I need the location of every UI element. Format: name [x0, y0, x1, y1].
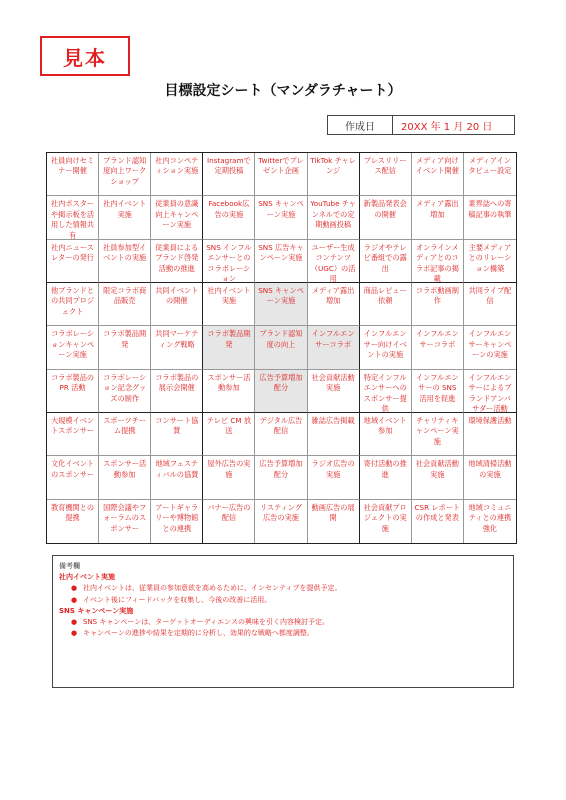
notes-item [59, 617, 507, 628]
mandala-cell[interactable]: スポンサー活動参加 [99, 456, 151, 499]
mandala-grid [46, 152, 517, 544]
bullet-icon: ● [71, 617, 78, 626]
mandala-cell[interactable]: バナー広告の配信 [203, 500, 255, 543]
mandala-cell[interactable]: デジタル広告配信 [255, 413, 307, 456]
notes-box[interactable] [52, 555, 514, 688]
mandala-cell[interactable]: プレスリリース配信 [360, 153, 412, 196]
mandala-cell[interactable]: Facebook広告の実施 [203, 196, 255, 239]
mandala-cell[interactable]: メディア露出増加 [308, 283, 360, 326]
mandala-cell[interactable]: 従業員によるブランド啓発活動の推進 [151, 240, 203, 283]
mandala-cell[interactable]: コラボ製品のPR 活動 [47, 370, 99, 413]
mandala-cell[interactable]: リスティング広告の実施 [255, 500, 307, 543]
mandala-cell[interactable]: ラジオやテレビ番組での露出 [360, 240, 412, 283]
mandala-cell[interactable]: 雑誌広告掲載 [308, 413, 360, 456]
mandala-cell[interactable]: 社内イベント実施 [99, 196, 151, 239]
mandala-cell[interactable]: 社員向けセミナー開催 [47, 153, 99, 196]
sample-stamp: 見本 [40, 36, 130, 76]
mandala-cell[interactable]: 動画広告の展開 [308, 500, 360, 543]
mandala-cell[interactable]: 地域清掃活動の実施 [464, 456, 516, 499]
mandala-cell[interactable]: SNS キャンペーン実施 [255, 283, 307, 326]
mandala-cell[interactable]: インフルエンサーキャンペーンの実施 [464, 326, 516, 369]
bullet-icon: ● [71, 629, 78, 638]
mandala-cell[interactable]: インフルエンサー向けイベントの実施 [360, 326, 412, 369]
bullet-icon: ● [71, 584, 78, 593]
mandala-cell[interactable]: チャリティキャンペーン実施 [412, 413, 464, 456]
mandala-cell[interactable]: 屋外広告の実施 [203, 456, 255, 499]
notes-item-text: 社内イベントは、従業員の参加意欲を高めるために、インセンティブを提供予定。 [83, 584, 342, 593]
notes-item-text: イベント後にフィードバックを収集し、今後の改善に活用。 [83, 595, 272, 604]
notes-item-text: キャンペーンの進捗や結果を定期的に分析し、効果的な戦略へ都度調整。 [83, 629, 314, 638]
notes-item-text: SNS キャンペーンは、ターゲットオーディエンスの興味を引く内容検討予定。 [83, 617, 329, 626]
mandala-cell[interactable]: 社会貢献活動実施 [412, 456, 464, 499]
mandala-cell[interactable]: TikTok チャレンジ [308, 153, 360, 196]
mandala-cell[interactable]: 社内ポスターや掲示板を活用した情報共有 [47, 196, 99, 239]
mandala-cell[interactable]: インフルエンサーの SNS 活用を促進 [412, 370, 464, 413]
mandala-cell[interactable]: コラボレーション記念グッズの制作 [99, 370, 151, 413]
page-title: 目標設定シート（マンダラチャート） [164, 83, 402, 99]
mandala-cell[interactable]: 社内ニュースレターの発行 [47, 240, 99, 283]
mandala-cell[interactable]: SNS 広告キャンペーン実施 [255, 240, 307, 283]
mandala-cell[interactable]: コラボ製品の展示会開催 [151, 370, 203, 413]
mandala-cell[interactable]: SNS インフルエンサーとのコラボレーション [203, 240, 255, 283]
mandala-cell[interactable]: Twitterでプレゼント企画 [255, 153, 307, 196]
date-box [327, 115, 515, 135]
mandala-cell[interactable]: コラボ製品開発 [203, 326, 255, 369]
mandala-cell[interactable]: ユーザー生成コンテンツ（UGC）の活用 [308, 240, 360, 283]
notes-section-title: SNS キャンペーン実施 [59, 606, 134, 615]
mandala-cell[interactable]: オンラインメディアとのコラボ記事の掲載 [412, 240, 464, 283]
mandala-cell[interactable]: CSR レポートの作成と発表 [412, 500, 464, 543]
mandala-cell[interactable]: コラボ製品開発 [99, 326, 151, 369]
mandala-cell[interactable]: メディア向けイベント開催 [412, 153, 464, 196]
mandala-cell[interactable]: ブランド認知度の向上 [255, 326, 307, 369]
mandala-cell[interactable]: インフルエンサーコラボ [308, 326, 360, 369]
mandala-cell[interactable]: コラボ動画制作 [412, 283, 464, 326]
bullet-icon: ● [71, 595, 78, 604]
mandala-cell[interactable]: ラジオ広告の実施 [308, 456, 360, 499]
mandala-cell[interactable]: テレビ CM 放送 [203, 413, 255, 456]
mandala-cell[interactable]: 社会貢献プロジェクトの実施 [360, 500, 412, 543]
mandala-cell[interactable]: 商品レビュー依頼 [360, 283, 412, 326]
mandala-cell[interactable]: 広告予算増加配分 [255, 456, 307, 499]
mandala-cell[interactable]: 社会貢献活動実施 [308, 370, 360, 413]
mandala-cell[interactable]: 国際会議やフォーラムのスポンサー [99, 500, 151, 543]
mandala-cell[interactable]: 社員参加型イベントの実施 [99, 240, 151, 283]
mandala-cell[interactable]: ブランド認知度向上ワークショップ [99, 153, 151, 196]
mandala-cell[interactable]: インフルエンサーによるブランドアンバサダー活動 [464, 370, 516, 413]
notes-item [59, 583, 507, 594]
mandala-cell[interactable]: 従業員の意識向上キャンペーン実施 [151, 196, 203, 239]
mandala-cell[interactable]: メディアインタビュー設定 [464, 153, 516, 196]
mandala-cell[interactable]: 大規模イベントスポンサー [47, 413, 99, 456]
mandala-cell[interactable]: スポンサー活動参加 [203, 370, 255, 413]
mandala-cell[interactable]: SNS キャンペーン実施 [255, 196, 307, 239]
mandala-cell[interactable]: 地域コミュニティとの連携強化 [468, 502, 512, 533]
notes-section-title: 社内イベント実施 [59, 573, 115, 582]
mandala-cell[interactable]: 限定コラボ商品販売 [99, 283, 151, 326]
mandala-cell[interactable]: 環境保護活動 [464, 413, 516, 456]
mandala-cell[interactable]: 教育機関との提携 [47, 500, 99, 543]
mandala-cell[interactable]: インフルエンサーコラボ [412, 326, 464, 369]
mandala-cell[interactable]: メディア露出増加 [412, 196, 464, 239]
mandala-cell[interactable]: アートギャラリーや博物館との連携 [151, 500, 203, 543]
mandala-cell[interactable]: 共同マーケティング戦略 [151, 326, 203, 369]
mandala-cell[interactable]: 広告予算増加配分 [255, 370, 307, 413]
mandala-cell[interactable]: 文化イベントのスポンサー [47, 456, 99, 499]
mandala-cell[interactable]: 寄付活動の推進 [360, 456, 412, 499]
mandala-cell[interactable]: コンサート協賛 [151, 413, 203, 456]
date-value[interactable]: 20XX 年 1 月 20 日 [401, 121, 493, 133]
mandala-cell[interactable]: 社内コンペティション実施 [151, 153, 203, 196]
mandala-cell[interactable]: 新製品発表会の開催 [360, 196, 412, 239]
mandala-cell[interactable]: 特定インフルエンサーへのスポンサー提供 [360, 370, 412, 413]
mandala-cell[interactable]: スポーツチーム提携 [99, 413, 151, 456]
notes-item [59, 595, 507, 606]
notes-item [59, 628, 507, 639]
mandala-cell[interactable]: Instagramで定期投稿 [203, 153, 255, 196]
date-label: 作成日 [328, 116, 393, 134]
mandala-cell[interactable]: 主要メディアとのリレーション構築 [464, 240, 516, 283]
notes-heading: 備考欄 [59, 562, 80, 570]
mandala-cell[interactable]: 共同イベントの開催 [151, 283, 203, 326]
mandala-cell[interactable]: 他ブランドとの共同プロジェクト [47, 283, 99, 326]
mandala-cell[interactable]: YouTube チャンネルでの定期動画投稿 [308, 196, 360, 239]
mandala-cell[interactable]: 地域イベント参加 [360, 413, 412, 456]
mandala-cell[interactable]: 共同ライブ配信 [464, 283, 516, 326]
mandala-cell[interactable]: 地域フェスティバルの協賛 [151, 456, 203, 499]
mandala-cell[interactable]: コラボレーションキャンペーン実施 [47, 326, 99, 369]
mandala-cell[interactable]: 業界誌への寄稿記事の執筆 [464, 196, 516, 239]
mandala-cell[interactable]: 社内イベント実施 [203, 283, 255, 326]
